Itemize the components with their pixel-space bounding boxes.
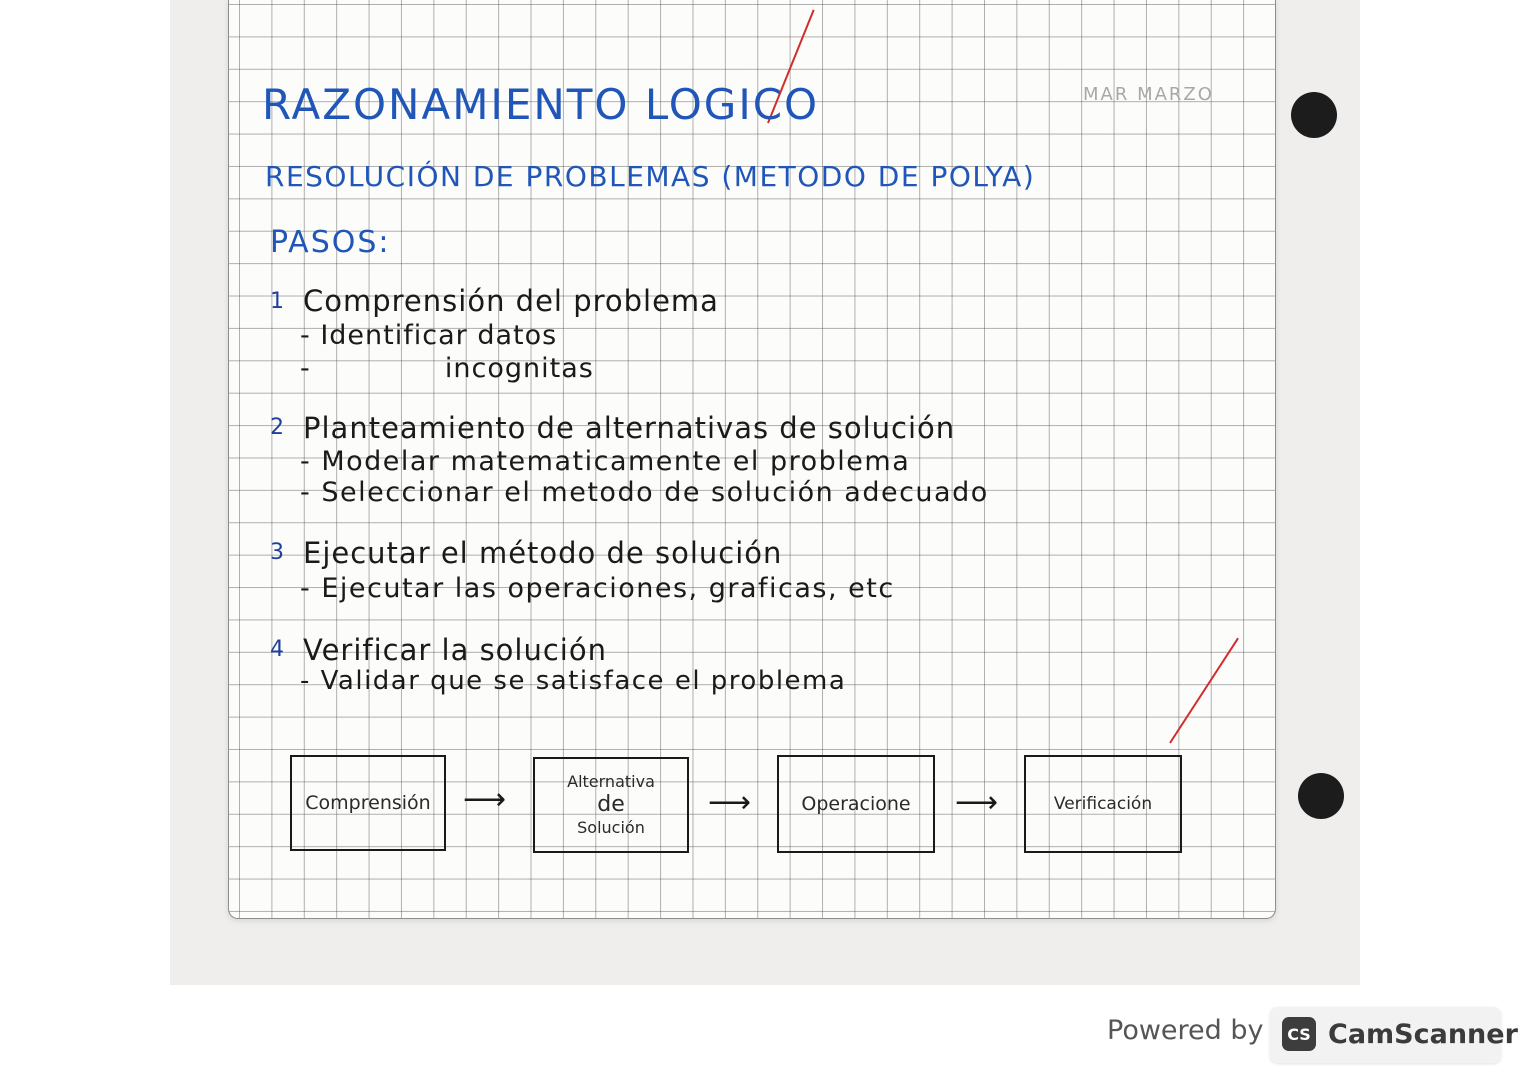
flow-box-operaciones [777, 755, 935, 853]
powered-by-text: Powered by [1107, 1015, 1264, 1046]
step-number: 3 [270, 540, 284, 565]
flow-arrow-icon: ⟶ [955, 785, 999, 820]
flow-box-label: Solución [577, 818, 645, 838]
flow-arrow-icon: ⟶ [708, 785, 752, 820]
binder-hole-top [1291, 92, 1337, 138]
steps-heading: PASOS: [270, 225, 391, 260]
flow-box-label: de [597, 791, 625, 817]
step-item: - incognitas [300, 353, 594, 384]
flow-box-comprension [290, 755, 446, 851]
camscanner-brand-name: CamScanner [1328, 1019, 1518, 1050]
step-number: 4 [270, 637, 284, 662]
step-title: Comprensión del problema [303, 284, 719, 318]
binder-hole-bottom [1298, 773, 1344, 819]
step-item: - Validar que se satisface el problema [300, 666, 847, 696]
flow-box-label: Comprensión [305, 792, 431, 814]
step-item: - Ejecutar las operaciones, graficas, etc [300, 573, 895, 604]
step-title: Ejecutar el método de solución [303, 536, 783, 570]
step-item: - Seleccionar el metodo de solución adecuado [300, 477, 989, 508]
flow-box-label: Verificación [1053, 794, 1153, 814]
camscanner-logo-icon: CS [1282, 1017, 1316, 1051]
step-item: - Identificar datos [300, 320, 558, 351]
step-title: Verificar la solución [303, 633, 607, 667]
flow-box-label: Operacione [801, 793, 911, 815]
step-number: 2 [270, 415, 284, 440]
camscanner-badge [1270, 1007, 1518, 1063]
flow-box-verificacion [1024, 755, 1182, 853]
page-title: RAZONAMIENTO LOGICO [262, 80, 820, 129]
step-number: 1 [270, 289, 284, 314]
flow-arrow-icon: ⟶ [463, 782, 507, 817]
flow-box-label: Alternativa [567, 772, 655, 792]
page-subtitle: RESOLUCIÓN DE PROBLEMAS (METODO DE POLYA) [265, 160, 1036, 193]
step-item: - Modelar matematicamente el problema [300, 446, 911, 477]
step-title: Planteamiento de alternativas de solución [303, 411, 956, 445]
date-label: MAR MARZO [1083, 84, 1214, 105]
flow-box-alternativa [533, 757, 689, 853]
